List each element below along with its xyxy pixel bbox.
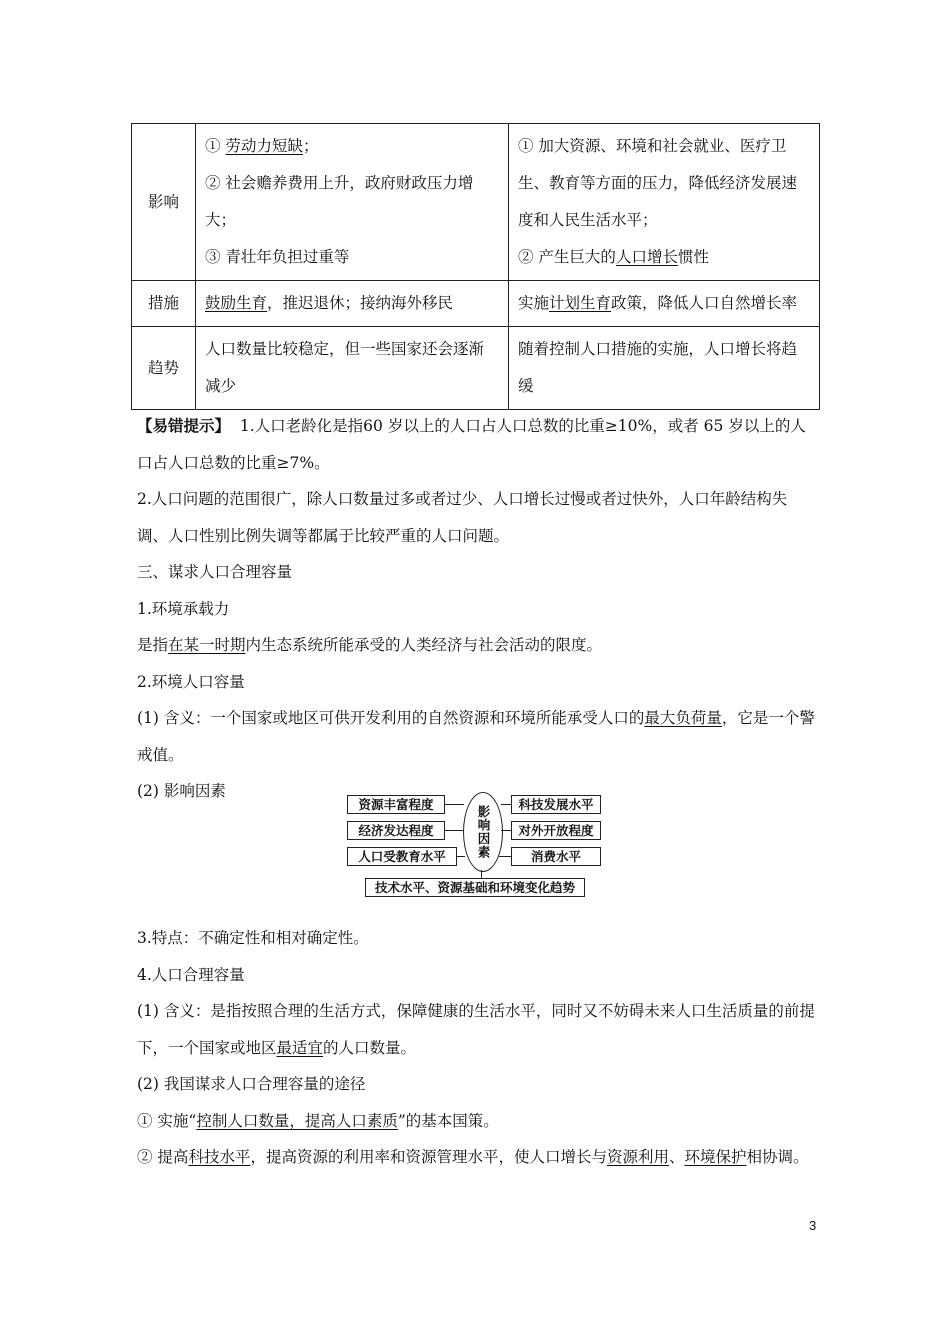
blank-answer: 环境保护 — [684, 1148, 747, 1166]
table-cell: 鼓励生育，推迟退休；接纳海外移民 — [196, 281, 509, 327]
factor-box: 资源丰富程度 — [347, 795, 445, 814]
population-problems-table — [131, 123, 820, 410]
blank-answer: 鼓励生育 — [205, 294, 268, 312]
table-row — [132, 281, 820, 327]
blank-answer: 人口增长 — [615, 248, 678, 266]
row-header: 影响 — [132, 124, 196, 281]
table-row — [132, 124, 820, 281]
blank-answer: 计划生育 — [549, 294, 612, 312]
blank-answer: 在某一时期 — [168, 636, 246, 654]
subsection-title: 1.环境承载力 — [137, 599, 230, 618]
factor-box: 消费水平 — [511, 847, 601, 866]
table-cell: ① 劳动力短缺； ② 社会赡养费用上升，政府财政压力增大； ③ 青壮年负担过重等 — [196, 124, 509, 281]
blank-answer: 劳动力短缺 — [225, 137, 303, 155]
table-cell: 实施计划生育政策，降低人口自然增长率 — [509, 281, 820, 327]
row-header: 趋势 — [132, 327, 196, 410]
row-header: 措施 — [132, 281, 196, 327]
center-oval: 影响因素 — [463, 792, 503, 872]
table-cell: 随着控制人口措施的实施，人口增长将趋缓 — [509, 327, 820, 410]
tips-label: 【易错提示】 — [137, 416, 231, 435]
section-continued: 3.特点：不确定性和相对确定性。 4.人口合理容量 (1) 含义：是指按照合理的生活方式，保障健康的生活水平，同时又不妨碍未来人口生活质量的前提下，一个国家或地区最适宜的人口数量。 (2) 我国谋求人口合理容量的途径 ① 实施“控制人口数量，提高人口素质”的基本国策。 ② 提高科技水平，提高资源的利用率和资源管理水平，使人口增长与资源利用、环境保护相协调。 — [137, 920, 817, 1176]
factor-box: 科技发展水平 — [511, 795, 601, 814]
factor-box: 经济发达程度 — [347, 821, 445, 840]
factor-box: 对外开放程度 — [511, 821, 601, 840]
table-cell: 人口数量比较稳定，但一些国家还会逐渐减少 — [196, 327, 509, 410]
table-row — [132, 327, 820, 410]
blank-answer: 最适宜 — [276, 1038, 324, 1057]
subsection-title: 2.环境人口容量 — [137, 672, 245, 691]
table-cell: ① 加大资源、环境和社会就业、医疗卫生、教育等方面的压力，降低经济发展速度和人民生活水平； ② 产生巨大的人口增长惯性 — [509, 124, 820, 281]
blank-answer: 科技水平 — [188, 1148, 251, 1166]
blank-answer: 资源利用 — [606, 1148, 669, 1166]
blank-answer: 控制人口数量，提高人口素质 — [196, 1111, 398, 1130]
page-number: 3 — [809, 1218, 817, 1233]
section-title: 三、谋求人口合理容量 — [137, 563, 293, 581]
tips-block: 【易错提示】 1.人口老龄化是指60 岁以上的人口占人口总数的比重≥10%，或者 65 岁以上的人口占人口总数的比重≥7%。 2.人口问题的范围很广，除人口数量过多或者过少、人口增长过慢或者过快外，人口年龄结构失调、人口性别比例失调等都属于比较严重的人口问题。 三、谋求人口合理容量 1.环境承载力 是指在某一时期内生态系统所能承受的人类经济与社会活动的限度。 2.环境人口容量 (1) 含义：一个国家或地区可供开发利用的自然资源和环境所能承受人口的最大负荷量，它是一个警戒值。 (2) 影响因素 — [137, 408, 817, 810]
bottom-factor-box: 技术水平、资源基础和环境变化趋势 — [365, 878, 585, 897]
factor-box: 人口受教育水平 — [347, 847, 457, 866]
tips-paragraph: 2.人口问题的范围很广，除人口数量过多或者过少、人口增长过慢或者过快外，人口年龄结构失调、人口性别比例失调等都属于比较严重的人口问题。 — [137, 490, 788, 545]
influence-factors-diagram — [345, 792, 603, 898]
subsection-title: 4.人口合理容量 — [137, 965, 245, 984]
blank-answer: 最大负荷量 — [644, 709, 722, 727]
